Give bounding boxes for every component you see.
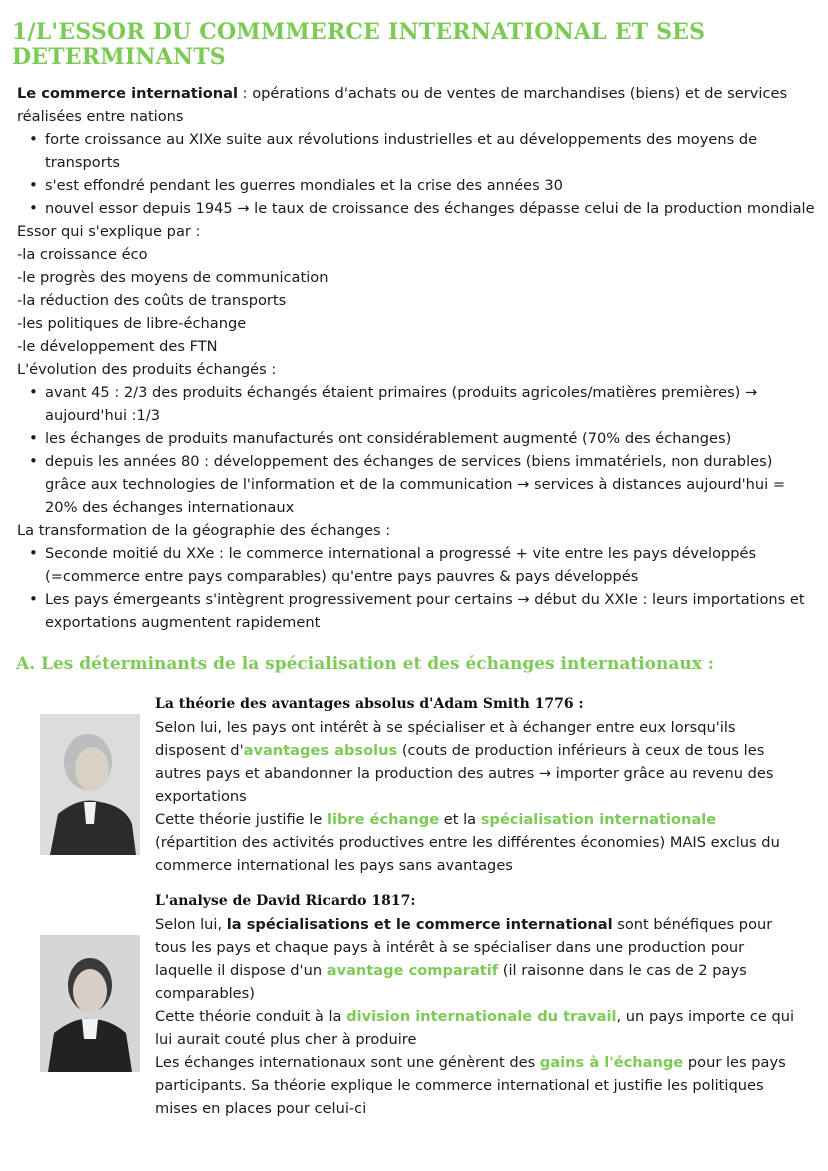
list-item: • forte croissance au XIXe suite aux révolutions industrielles et au développements des moyens de transports (45, 128, 817, 174)
highlight-division-travail: division internationale du travail (346, 1008, 617, 1025)
ricardo-text: (il raisonne dans le cas de 2 pays comparables) (155, 962, 747, 1002)
ricardo-text: Cette théorie conduit à la (155, 1008, 347, 1025)
ricardo-text: sont bénéfiques pour tous les pays et chaque pays à intérêt à se spécialiser dans une production pour laquelle il dispose d'un (155, 916, 773, 979)
page-title: 1/L'ESSOR DU COMMMERCE INTERNATIONAL ET SES DETERMINANTS (12, 19, 706, 70)
definition-paragraph (17, 82, 817, 128)
smith-heading: La théorie des avantages absolus d'Adam Smith 1776 : (155, 696, 584, 712)
ricardo-bold: la spécialisations et le commerce international (226, 916, 613, 933)
ricardo-text: , un pays importe ce qui lui aurait couté plus cher à produire (155, 1008, 795, 1048)
essor-heading: Essor qui s'explique par : (17, 223, 201, 240)
highlight-libre-echange: libre échange (326, 811, 440, 828)
ricardo-text: Selon lui, (155, 916, 227, 933)
list-item: • Seconde moitié du XXe : le commerce international a progressé + vite entre les pays développés (=commerce entre pays comparables) qu'entre pays pauvres & pays développés (45, 542, 817, 588)
essor-item: -la réduction des coûts de transports (17, 292, 287, 309)
smith-text: et la (439, 811, 481, 828)
ricardo-text: Les échanges internationaux sont une génèrent des (155, 1054, 540, 1071)
highlight-gains-echange: gains à l'échange (539, 1054, 684, 1071)
geographie-heading: La transformation de la géographie des échanges : (17, 522, 391, 539)
smith-text: (répartition des activités productives entre les différentes économies) MAIS exclus du commerce international les pays sans avantages (155, 834, 780, 874)
ricardo-text: pour les pays participants. Sa théorie explique le commerce international et justifie les politiques mises en places pour celui-ci (155, 1054, 786, 1117)
evolution-heading: L'évolution des produits échangés : (17, 361, 277, 378)
ricardo-heading: L'analyse de David Ricardo 1817: (155, 893, 416, 909)
intro-list (17, 128, 817, 220)
definition-term: Le commerce international (17, 85, 239, 102)
list-item: • nouvel essor depuis 1945 → le taux de croissance des échanges dépasse celui de la production mondiale (45, 197, 817, 220)
smith-text: (couts de production inférieurs à ceux de tous les autres pays et abandonner la production des autres → importer grâce au revenu des exportations (155, 742, 774, 805)
main-content (17, 82, 817, 634)
section-a-heading: A. Les déterminants de la spécialisation et des échanges internationaux : (16, 654, 715, 674)
david-ricardo-portrait-icon (40, 935, 140, 1072)
ricardo-block (155, 890, 795, 1120)
essor-item: -le progrès des moyens de communication (17, 269, 329, 286)
list-item: • Les pays émergeants s'intègrent progressivement pour certains → début du XXIe : leurs importations et exportations augmentent rapidement (45, 588, 817, 634)
list-item: • avant 45 : 2/3 des produits échangés étaient primaires (produits agricoles/matières premières) → aujourd'hui :1/3 (45, 381, 817, 427)
adam-smith-portrait (40, 714, 140, 855)
highlight-specialisation: spécialisation internationale (480, 811, 717, 828)
smith-paragraph-1 (155, 716, 795, 808)
list-item: • les échanges de produits manufacturés ont considérablement augmenté (70% des échanges) (45, 427, 817, 450)
adam-smith-portrait-icon (40, 714, 140, 855)
smith-text: Cette théorie justifie le (155, 811, 327, 828)
ricardo-paragraph-2 (155, 1005, 795, 1051)
definition-text: : opérations d'achats ou de ventes de marchandises (biens) et de services réalisées entre nations (17, 85, 788, 125)
highlight-avantage-comparatif: avantage comparatif (326, 962, 499, 979)
evolution-list (17, 381, 817, 519)
highlight-avantages-absolus: avantages absolus (243, 742, 398, 759)
geographie-list (17, 542, 817, 634)
smith-paragraph-2 (155, 808, 795, 877)
essor-item: -la croissance éco (17, 246, 148, 263)
ricardo-paragraph-1 (155, 913, 795, 1005)
essor-item: -le développement des FTN (17, 338, 218, 355)
list-item: • depuis les années 80 : développement des échanges de services (biens immatériels, non durables) grâce aux technologies de l'information et de la communication → services à distances aujourd'hui = 20% des échanges internationaux (45, 450, 817, 519)
david-ricardo-portrait (40, 935, 140, 1072)
smith-block (155, 693, 795, 877)
list-item: • s'est effondré pendant les guerres mondiales et la crise des années 30 (45, 174, 817, 197)
essor-item: -les politiques de libre-échange (17, 315, 247, 332)
ricardo-paragraph-3 (155, 1051, 795, 1120)
smith-text: Selon lui, les pays ont intérêt à se spécialiser et à échanger entre eux lorsqu'ils disposent d' (155, 719, 736, 759)
